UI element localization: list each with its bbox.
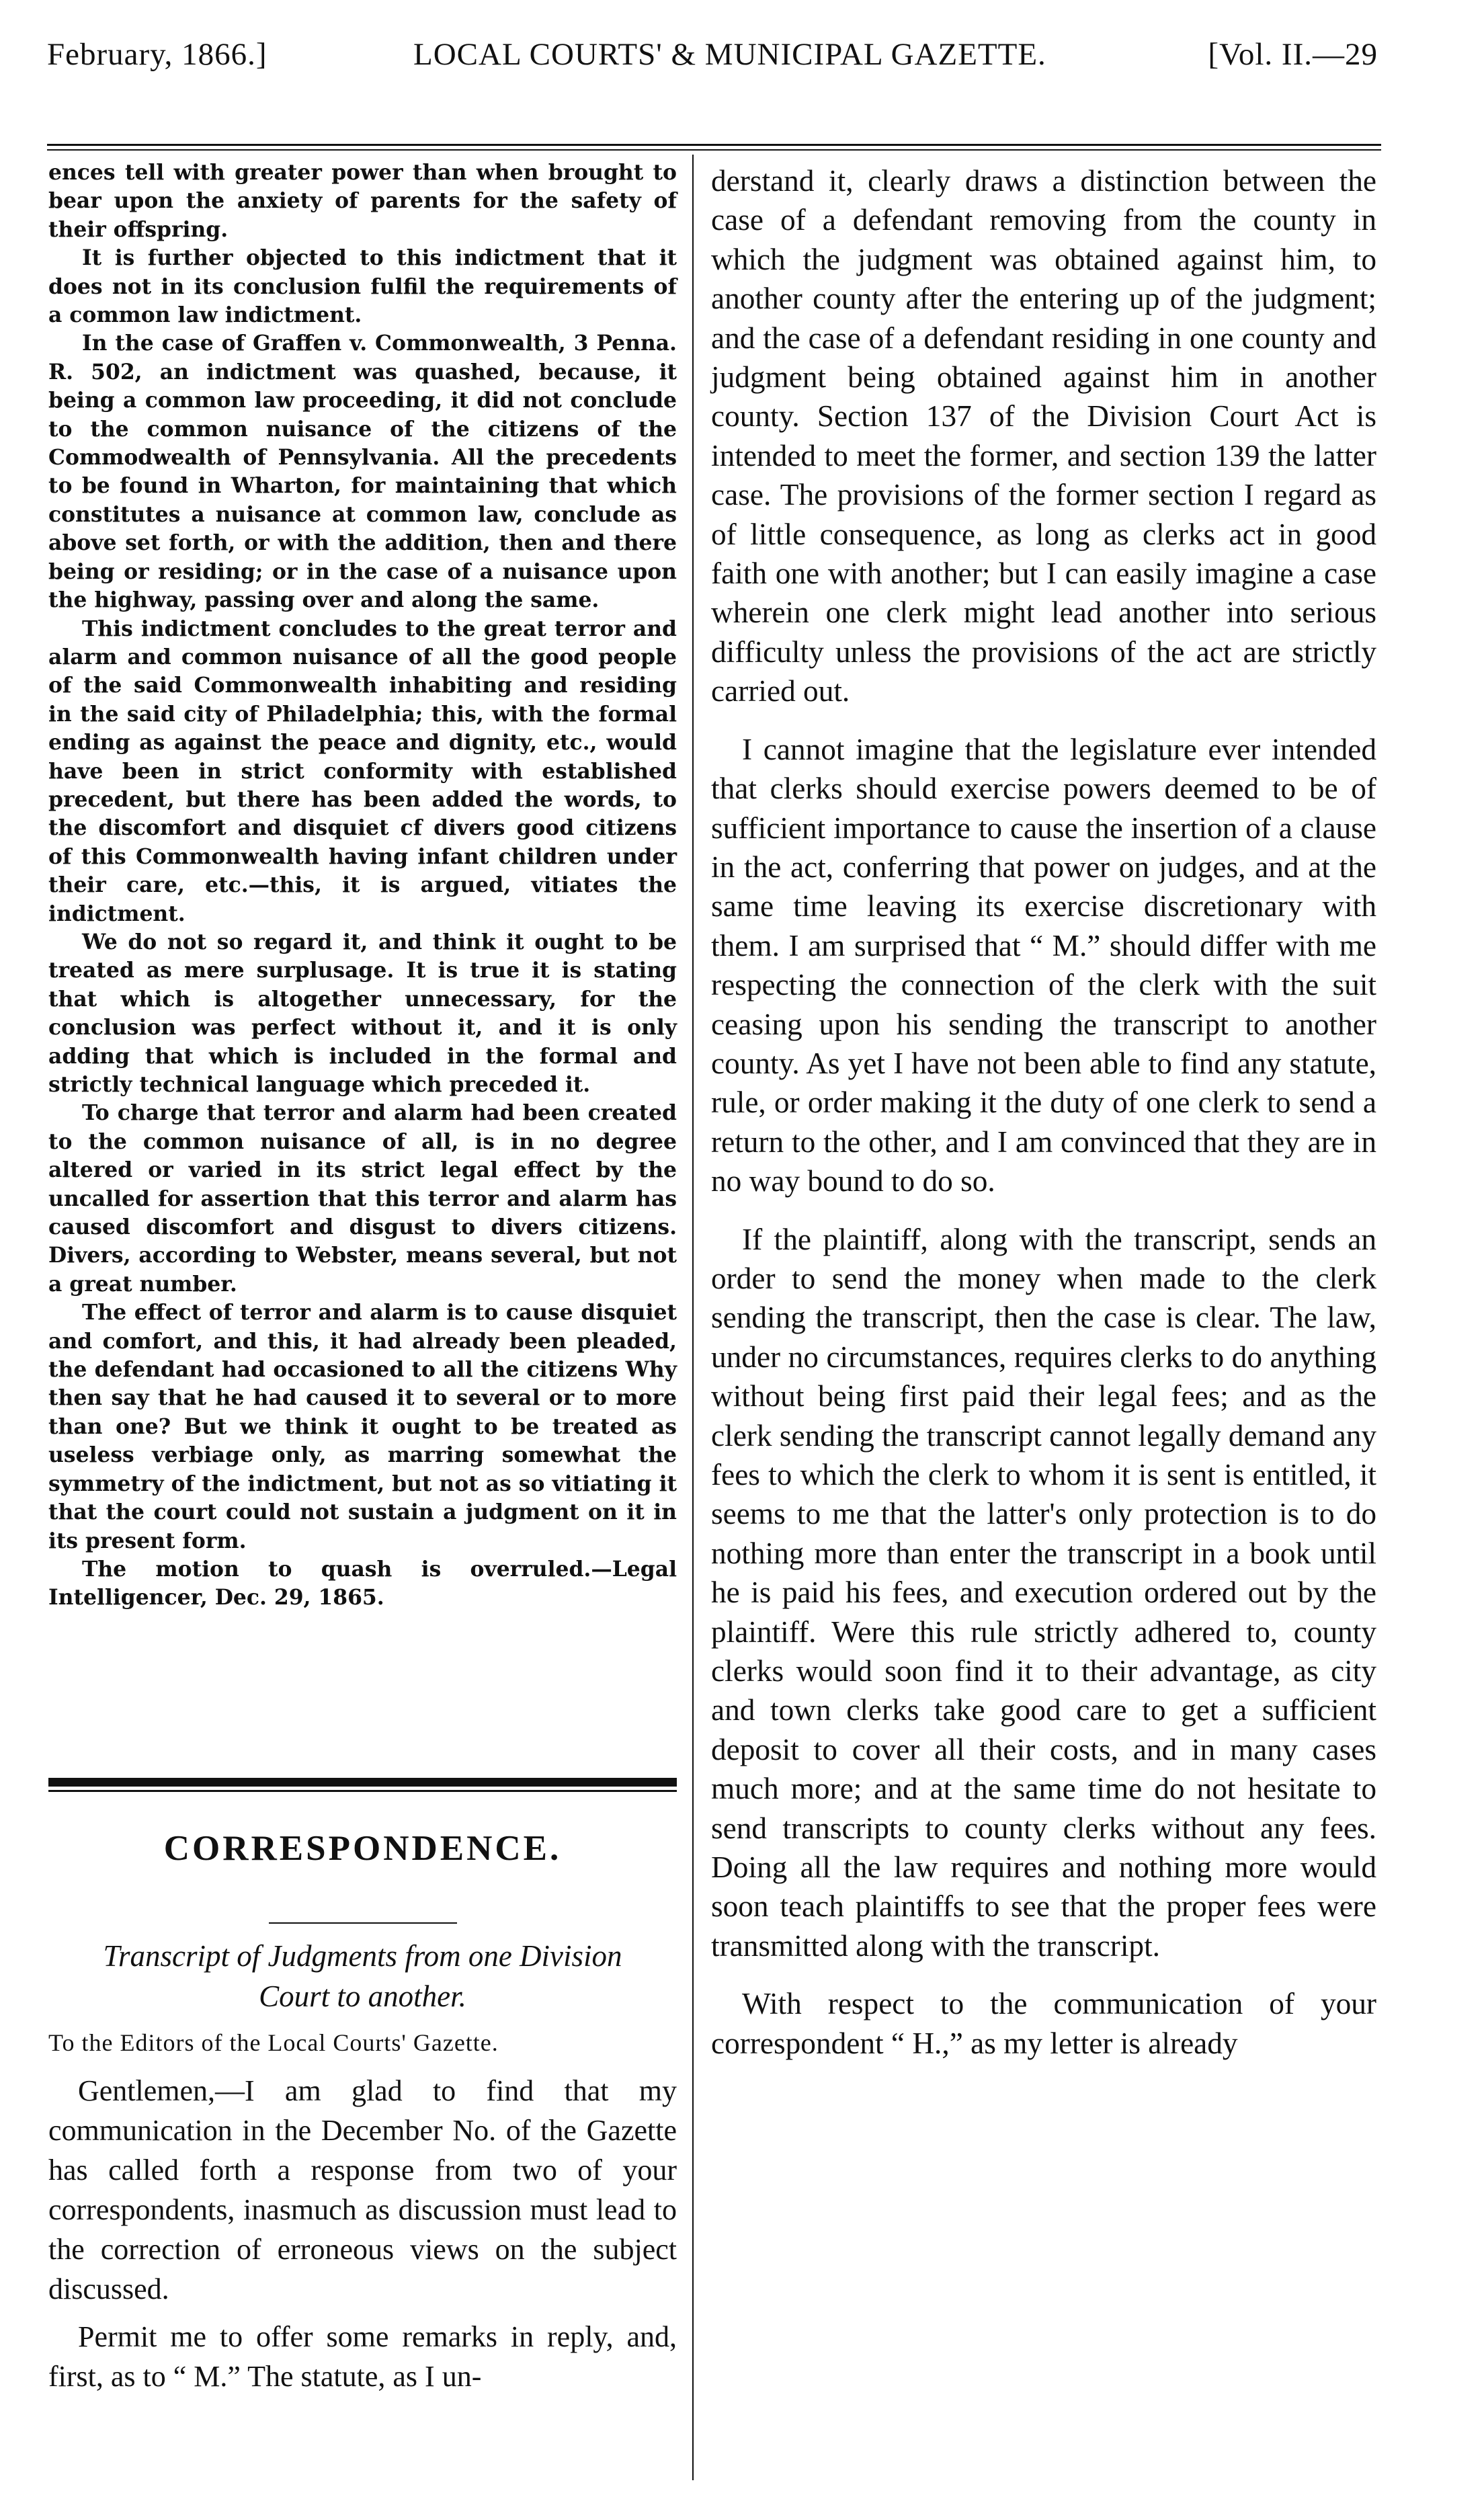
correspondence-paragraph-2: Permit me to offer some remarks in reply, and, first, as to “ M.” The statute, as I un- (48, 2320, 677, 2393)
left-paragraph-6: To charge that terror and alarm had been created to the common nuisance of all, is in no degree altered or varied in its strict legal effect by the uncalled for assertion that this terror and alarm has caused discomfort and disgust to divers citizens. Divers, according to Webster, means several, but not a great number. (48, 1101, 677, 1297)
correspondence-paragraph-1: Gentlemen,—I am glad to find that my communication in the December No. of the Gazette has called forth a response from two of your correspondents, inasmuch as discussion must lead to the correction of erroneous views on the subject discussed. (48, 2074, 677, 2305)
left-paragraph-5: We do not so regard it, and think it ought to be treated as mere surplusage. It is true it is stating that which is altogether unnecessary, for the conclusion was perfect without it, and it is only adding that which is included in the formal and strictly technical language which preceded it. (48, 930, 677, 1097)
article-title (48, 1936, 677, 2016)
left-column (48, 159, 677, 1612)
article-title-line-1: Transcript of Judgments from one Division (103, 1939, 622, 1973)
right-paragraph-1: derstand it, clearly draws a distinction between the case of a defendant removing from the county in which the judgment was obtained against him, to another county after the entering up of the judgment; and the case of a defendant residing in one county and judgment being obtained against him in another county. Section 137 of the Division Court Act is intended to meet the former, and section 139 the latter case. The provisions of the former section I regard as of little consequence, as long as clerks act in good faith one with another; but I can easily imagine a case wherein one clerk might lead another into serious difficulty unless the provisions of the act are strictly carried out. (711, 164, 1376, 708)
section-divider-thick (48, 1778, 677, 1787)
page-header (47, 36, 1425, 90)
left-paragraph-3: In the case of Graffen v. Commonwealth, 3 Penna. R. 502, an indictment was quashed, because, it being a common law proceeding, it did not conclude to the common nuisance of the citizens of the Commodwealth of Pennsylvania. All the precedents to be found in Wharton, for maintaining that which constitutes a nuisance at common law, conclude as above set forth, or with the addition, then and there being or residing; or in the case of a nuisance upon the highway, passing over and along the same. (48, 331, 677, 613)
left-paragraph-8: The motion to quash is overruled.—Legal Intelligencer, Dec. 29, 1865. (48, 1557, 677, 1610)
left-paragraph-2: It is further objected to this indictment that it does not in its conclusion fulfil the requirements of a common law indictment. (48, 246, 677, 328)
right-column (711, 161, 1376, 2082)
right-paragraph-4: With respect to the communication of your correspondent “ H.,” as my letter is already (711, 1987, 1376, 2060)
header-date: February, 1866.] (47, 37, 267, 72)
column-separator (692, 155, 694, 2480)
salutation-line: To the Editors of the Local Courts' Gazette. (48, 2029, 499, 2056)
header-volume: [Vol. II.—29 (1208, 37, 1378, 72)
header-rule-double (47, 149, 1381, 151)
left-paragraph-4: This indictment concludes to the great terror and alarm and common nuisance of all the good people of the said Commonwealth inhabiting and residing in the said city of Philadelphia; this, with the formal ending as against the peace and dignity, etc., would have been in strict conformity with established precedent, but there has been added the words, to the discomfort and disquiet cf divers good citizens of this Commonwealth having infant children under their care, etc.—this, it is argued, vitiates the indictment. (48, 616, 677, 926)
heading-rule (269, 1922, 457, 1924)
right-paragraph-2: I cannot imagine that the legislature ever intended that clerks should exercise powers deemed to be of sufficient importance to cause the insertion of a clause in the act, conferring that power on judges, and at the same time leaving its exercise discretionary with them. I am surprised that “ M.” should differ with me respecting the connection of the clerk with the suit ceasing upon his sending the transcript to another county. As yet I have not been able to find any statute, rule, or order making it the duty of one clerk to send a return to the other, and I am convinced that they are in no way bound to do so. (711, 732, 1376, 1198)
header-rule (47, 144, 1381, 146)
left-paragraph-1: ences tell with greater power than when brought to bear upon the anxiety of parents for the safety of their offspring. (48, 161, 677, 242)
section-divider-thin (48, 1790, 677, 1792)
correspondence-body (48, 2023, 677, 2404)
article-title-line-2: Court to another. (259, 1979, 466, 2013)
header-title: LOCAL COURTS' & MUNICIPAL GAZETTE. (413, 37, 1046, 72)
section-heading: CORRESPONDENCE. (163, 1829, 562, 1868)
right-paragraph-3: If the plaintiff, along with the transcript, sends an order to send the money when made to the clerk sending the transcript, then the case is clear. The law, under no circumstances, requires clerks to do anything without being first paid their legal fees; and as the clerk sending the transcript cannot legally demand any fees to which the clerk to whom it is sent is entitled, it seems to me that the latter's only protection is to do nothing more than enter the transcript in a book until he is paid his fees, and execution ordered out by the plaintiff. Were this rule strictly adhered to, county clerks would soon find it to their advantage, as city and town clerks take good care to get a sufficient deposit to cover all their costs, and in many cases much more; and at the same time do not hesitate to send transcripts to county clerks without any fees. Doing all the law requires and nothing more would soon teach plaintiffs to see that the proper fees were transmitted along with the transcript. (711, 1222, 1376, 1963)
left-paragraph-7: The effect of terror and alarm is to cause disquiet and comfort, and this, it had already been pleaded, the defendant had occasioned to all the citizens Why then say that he had caused it to several or to more than one? But we think it ought to be treated as useless verbiage only, as marring somewhat the symmetry of the indictment, but not as so vitiating it that the court could not sustain a judgment on it in its present form. (48, 1301, 677, 1553)
